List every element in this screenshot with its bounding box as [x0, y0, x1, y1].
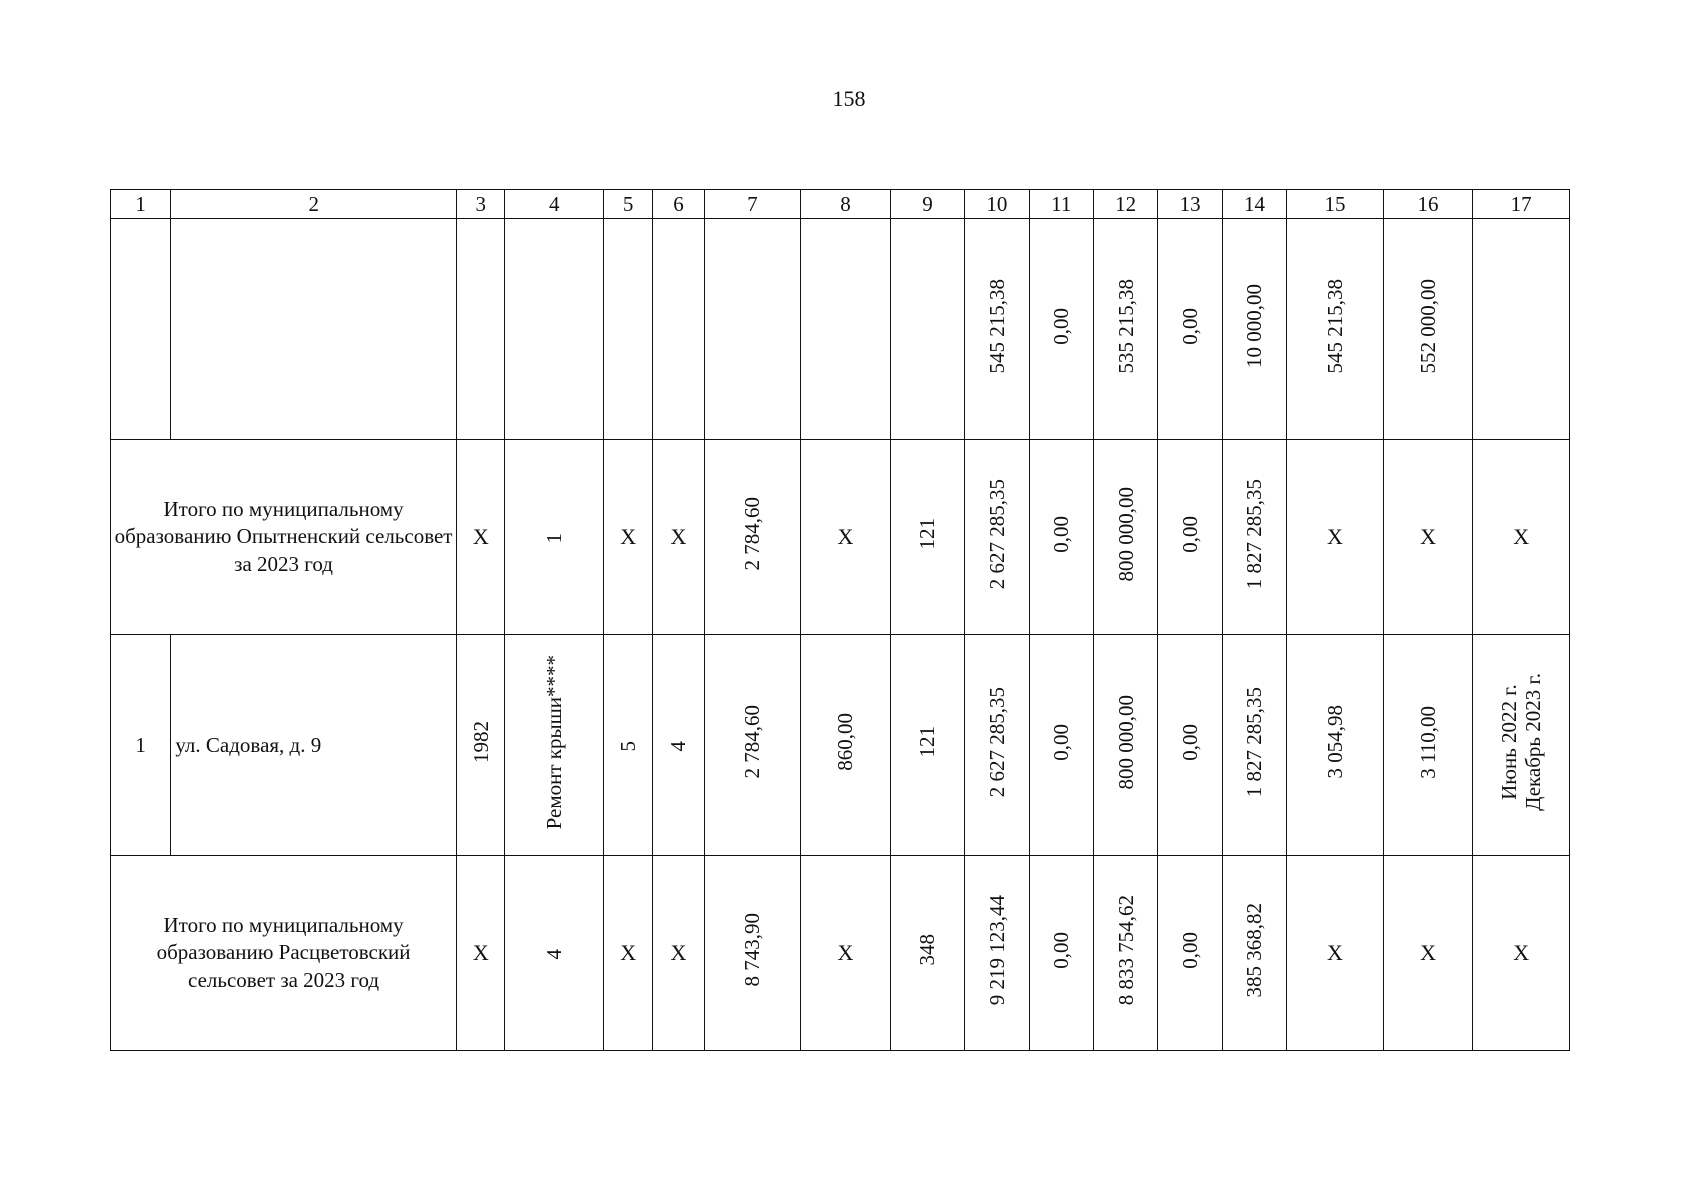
- column-header: 16: [1383, 190, 1473, 219]
- table-cell: [801, 635, 891, 856]
- table-cell: [1383, 219, 1473, 440]
- table-cell: [1093, 856, 1157, 1051]
- column-header: 14: [1222, 190, 1286, 219]
- table-cell: [1473, 219, 1570, 440]
- column-header: 8: [801, 190, 891, 219]
- column-header: 1: [111, 190, 171, 219]
- table-cell: [1093, 635, 1157, 856]
- table-cell: [457, 219, 505, 440]
- table-cell: [1383, 635, 1473, 856]
- table-cell: Х: [653, 856, 704, 1051]
- period-start: Июнь 2022 г.: [1497, 684, 1521, 800]
- table-cell: [965, 856, 1029, 1051]
- cell-value: 4: [666, 741, 691, 752]
- period-end: Декабрь 2023 г.: [1521, 673, 1546, 811]
- address-cell: ул. Садовая, д. 9: [171, 635, 457, 856]
- column-header: 12: [1093, 190, 1157, 219]
- column-header: 9: [890, 190, 964, 219]
- table-cell: [965, 635, 1029, 856]
- table-row-sadovaya: [111, 635, 1570, 856]
- column-header: 7: [704, 190, 801, 219]
- column-header: 2: [171, 190, 457, 219]
- cell-value: 121: [915, 518, 940, 550]
- column-number-row: [111, 190, 1570, 219]
- cell-value: 3 054,98: [1322, 705, 1347, 779]
- cell-value: 800 000,00: [1113, 486, 1138, 582]
- cell-value: 121: [915, 726, 940, 758]
- table-cell: Х: [1383, 856, 1473, 1051]
- table-cell: [801, 219, 891, 440]
- table-cell: Х: [604, 440, 653, 635]
- table-cell: [457, 635, 505, 856]
- table-cell: [1222, 219, 1286, 440]
- table-row-total-opytnensky: [111, 440, 1570, 635]
- table-cell: [604, 635, 653, 856]
- column-header: 4: [505, 190, 604, 219]
- table-cell: [1158, 219, 1222, 440]
- cell-value: 545 215,38: [984, 278, 1009, 374]
- cell-value: 2 627 285,35: [984, 686, 1009, 798]
- cell-value: 860,00: [833, 713, 858, 771]
- table-cell: [1222, 440, 1286, 635]
- cell-value: 0,00: [1178, 931, 1202, 969]
- period-cell: [1497, 673, 1545, 811]
- table-cell: [890, 635, 964, 856]
- table-cell: [1158, 856, 1222, 1051]
- cell-value: 3 110,00: [1415, 705, 1440, 779]
- table-cell: [890, 440, 964, 635]
- table-cell: Х: [801, 856, 891, 1051]
- cell-value: 0,00: [1178, 723, 1202, 761]
- table-cell: [1029, 635, 1093, 856]
- cell-value: 0,00: [1049, 515, 1074, 553]
- table-cell: [704, 635, 801, 856]
- cell-value: 0,00: [1049, 723, 1074, 761]
- table-cell: [505, 219, 604, 440]
- table-cell: [1222, 856, 1286, 1051]
- table-cell: [1029, 856, 1093, 1051]
- cell-value: 800 000,00: [1113, 694, 1138, 790]
- table-cell: Х: [457, 856, 505, 1051]
- table-cell: [704, 856, 801, 1051]
- table-cell: [171, 219, 457, 440]
- repair-schedule-table: [110, 189, 1570, 1051]
- table-cell: [1158, 635, 1222, 856]
- table-cell: [704, 219, 801, 440]
- table-cell: [1029, 440, 1093, 635]
- table-cell: [965, 219, 1029, 440]
- table-cell: Х: [1473, 440, 1570, 635]
- table-cell: Х: [1383, 440, 1473, 635]
- table-cell: [965, 440, 1029, 635]
- table-cell: [890, 219, 964, 440]
- cell-value: 4: [542, 949, 567, 960]
- cell-value: 552 000,00: [1415, 278, 1440, 374]
- table-cell: [653, 635, 704, 856]
- cell-value: 1982: [468, 721, 493, 763]
- column-header: 15: [1287, 190, 1384, 219]
- cell-value: 0,00: [1049, 931, 1074, 969]
- table-cell: [653, 219, 704, 440]
- cell-value: 0,00: [1178, 515, 1202, 553]
- table-row-continuation: [111, 219, 1570, 440]
- table-cell: [890, 856, 964, 1051]
- cell-value: 0,00: [1178, 307, 1202, 345]
- table-cell: Х: [653, 440, 704, 635]
- cell-value: 535 215,38: [1113, 278, 1138, 374]
- table-cell: [111, 219, 171, 440]
- column-header: 13: [1158, 190, 1222, 219]
- cell-value: 9 219 123,44: [984, 894, 1009, 1006]
- column-header: 5: [604, 190, 653, 219]
- table-cell: [1093, 219, 1157, 440]
- cell-value: 2 784,60: [740, 705, 765, 779]
- total-label: Итого по муниципальному образованию Опытненский сельсовет за 2023 год: [111, 440, 457, 635]
- cell-value: 348: [915, 934, 940, 966]
- cell-value: 1 827 285,35: [1242, 686, 1267, 798]
- table-cell: [704, 440, 801, 635]
- table-cell: [1287, 635, 1384, 856]
- table-cell: [1473, 635, 1570, 856]
- cell-value: 2 627 285,35: [984, 478, 1009, 590]
- cell-value: 1 827 285,35: [1242, 478, 1267, 590]
- table-cell: [505, 856, 604, 1051]
- total-label: Итого по муниципальному образованию Расцветовский сельсовет за 2023 год: [111, 856, 457, 1051]
- table-cell: [604, 219, 653, 440]
- table-cell: [505, 635, 604, 856]
- cell-value: 0,00: [1049, 307, 1074, 345]
- table-cell: [1287, 219, 1384, 440]
- column-header: 3: [457, 190, 505, 219]
- cell-value: 545 215,38: [1322, 278, 1347, 374]
- table-cell: [1222, 635, 1286, 856]
- column-header: 17: [1473, 190, 1570, 219]
- table-cell: Х: [604, 856, 653, 1051]
- table-cell: [1158, 440, 1222, 635]
- column-header: 6: [653, 190, 704, 219]
- cell-value: 2 784,60: [740, 497, 765, 571]
- table-cell: [505, 440, 604, 635]
- table-row-total-rastsvetovsky: [111, 856, 1570, 1051]
- table-cell: Х: [1287, 440, 1384, 635]
- cell-value: 8 833 754,62: [1113, 894, 1138, 1006]
- column-header: 11: [1029, 190, 1093, 219]
- cell-value: 10 000,00: [1242, 284, 1267, 368]
- column-header: 10: [965, 190, 1029, 219]
- table-cell: [1029, 219, 1093, 440]
- cell-value: 5: [616, 741, 641, 752]
- table-cell: Х: [1473, 856, 1570, 1051]
- row-number: 1: [111, 635, 171, 856]
- table-cell: Х: [457, 440, 505, 635]
- page-number: 158: [832, 86, 866, 111]
- work-type: Ремонт крыши****: [542, 654, 567, 830]
- table-cell: Х: [801, 440, 891, 635]
- cell-value: 385 368,82: [1242, 902, 1267, 998]
- cell-value: 8 743,90: [740, 913, 765, 987]
- cell-value: 1: [542, 533, 567, 544]
- table-cell: [1093, 440, 1157, 635]
- table-cell: Х: [1287, 856, 1384, 1051]
